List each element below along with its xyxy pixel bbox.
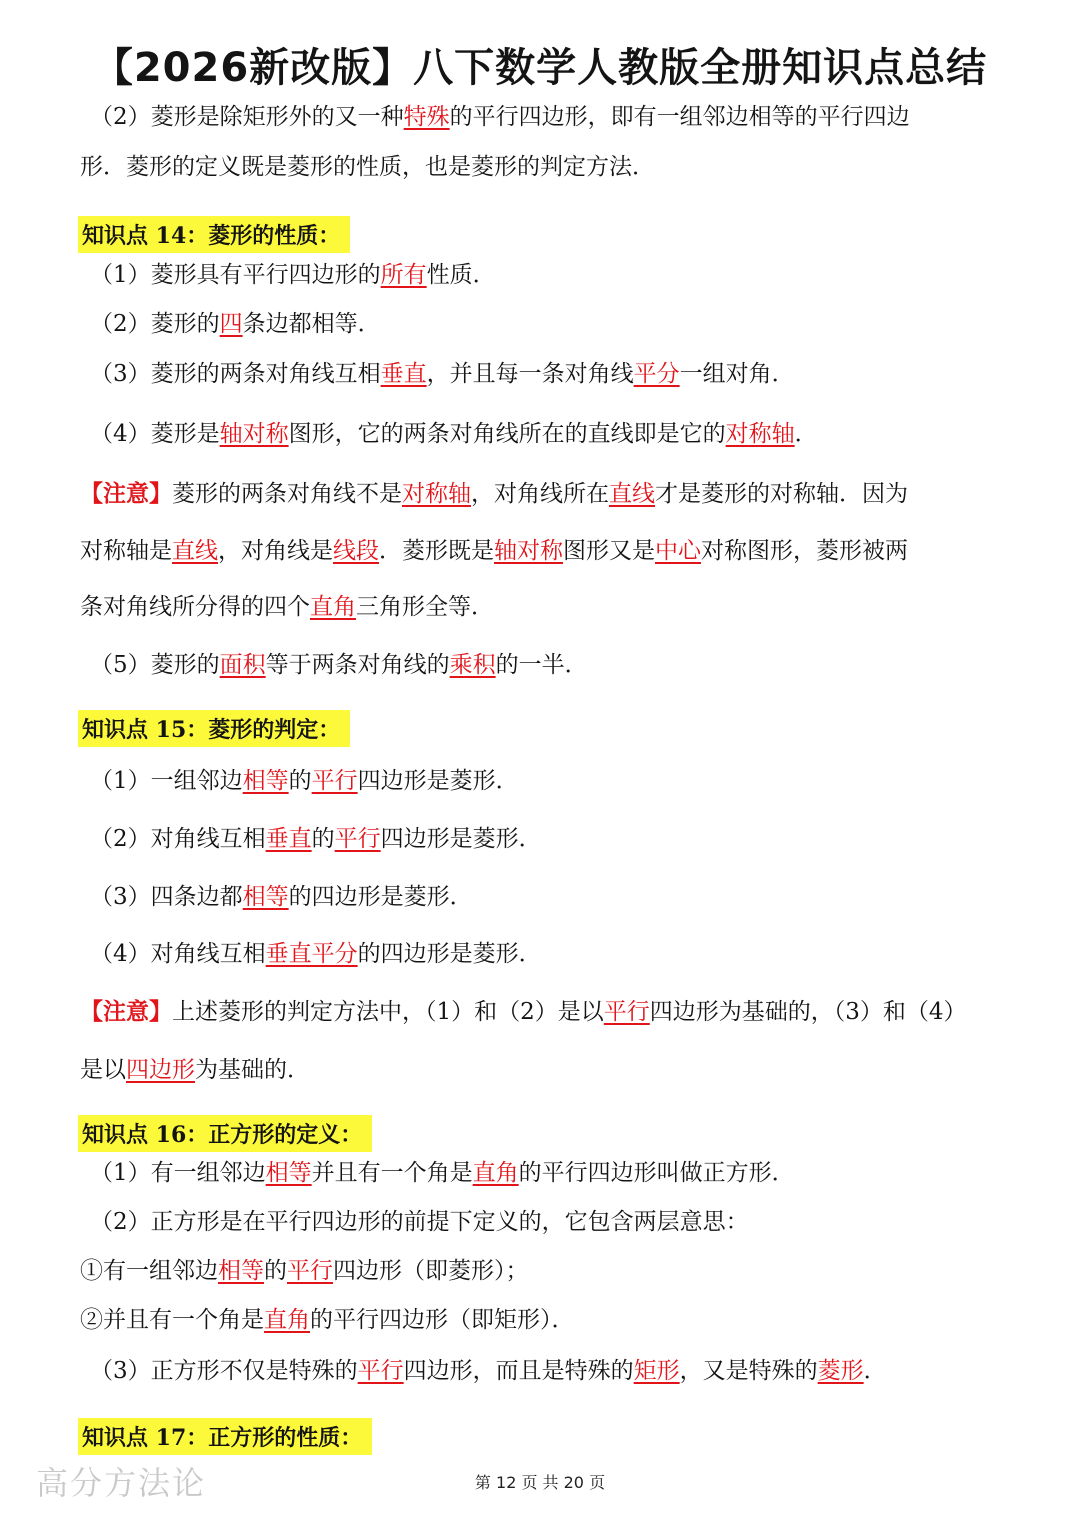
text-segment: 对称轴是: [80, 538, 172, 564]
key-term: 直线: [172, 538, 218, 564]
text-segment: （2）对角线互相: [90, 826, 266, 852]
text-segment: ，对角线是: [218, 538, 333, 564]
text-segment: ，并且每一条对角线: [426, 361, 634, 387]
key-term: 轴对称: [494, 538, 563, 564]
text-segment: 并且有一个角是: [311, 1160, 473, 1186]
text-segment: 一组对角．: [679, 361, 795, 387]
text-segment: ，对角线所在: [471, 481, 609, 507]
text-segment: 的平行四边形叫做正方形．: [518, 1160, 795, 1186]
text-segment: （1）菱形具有平行四边形的: [90, 262, 381, 288]
key-term: 特殊: [403, 104, 450, 130]
key-term: 线段: [333, 538, 379, 564]
key-term: 平行: [334, 826, 381, 852]
note-label: 【注意】: [80, 998, 172, 1025]
key-term: 所有: [380, 262, 427, 288]
page-title: 【2026新改版】八下数学人教版全册知识点总结: [92, 45, 988, 91]
key-term: 平行: [603, 999, 650, 1025]
key-term: 直角: [472, 1160, 519, 1186]
text-segment: 等于两条对角线的: [265, 652, 450, 678]
key-term: 垂直: [265, 826, 312, 852]
text-segment: （2）正方形是在平行四边形的前提下定义的，它包含两层意思：: [90, 1209, 749, 1235]
text-line: [90, 311, 381, 339]
text-line: [90, 1160, 795, 1188]
text-line: [90, 768, 519, 796]
section-heading: [78, 1418, 372, 1455]
text-segment: 的一半．: [495, 652, 588, 678]
text-line: [80, 538, 908, 566]
text-line: [80, 480, 908, 509]
text-segment: 才是菱形的对称轴．因为: [655, 481, 908, 507]
text-segment: 图形又是: [563, 538, 655, 564]
key-term: 中心: [655, 538, 701, 564]
text-segment: （3）四条边都: [90, 884, 243, 910]
text-line: [80, 1057, 310, 1085]
text-segment: 形．菱形的定义既是菱形的性质，也是菱形的判定方法．: [80, 154, 655, 180]
text-segment: ．: [863, 1358, 887, 1384]
text-segment: 的: [311, 826, 335, 852]
text-segment: 为基础的．: [195, 1057, 310, 1083]
text-line: [90, 262, 496, 290]
text-segment: 知识点 15：菱形的判定：: [82, 717, 341, 743]
text-line: [90, 1358, 887, 1386]
key-term: 矩形: [633, 1358, 680, 1384]
text-segment: 菱形的两条对角线不是: [172, 481, 402, 507]
section-heading: [78, 1115, 372, 1152]
key-term: 面积: [219, 652, 266, 678]
text-segment: ①有一组邻边: [80, 1258, 218, 1284]
text-segment: （1）有一组邻边: [90, 1160, 266, 1186]
text-segment: 上述菱形的判定方法中，（1）和（2）是以: [172, 999, 604, 1025]
text-segment: 知识点 14：菱形的性质：: [82, 223, 341, 249]
text-segment: 的: [288, 768, 312, 794]
text-segment: （2）菱形是除矩形外的又一种: [90, 104, 404, 130]
text-segment: 四边形（即菱形）；: [333, 1258, 529, 1284]
text-line: [90, 421, 818, 449]
key-term: 平行: [287, 1258, 333, 1284]
text-segment: （1）一组邻边: [90, 768, 243, 794]
watermark: 高分方法论: [36, 1464, 207, 1502]
section-heading: [78, 710, 350, 747]
text-segment: 的四边形是菱形．: [357, 941, 542, 967]
text-line: [90, 1209, 749, 1237]
key-term: 直角: [264, 1307, 310, 1333]
text-segment: 性质．: [426, 262, 496, 288]
text-line: [90, 361, 795, 389]
text-segment: ②并且有一个角是: [80, 1307, 264, 1333]
key-term: 相等: [218, 1258, 264, 1284]
text-segment: ．: [794, 421, 818, 447]
text-line: [80, 1258, 529, 1286]
text-segment: （3）正方形不仅是特殊的: [90, 1358, 358, 1384]
text-line: [80, 1307, 575, 1335]
text-segment: （4）对角线互相: [90, 941, 266, 967]
text-line: [90, 652, 588, 680]
text-segment: 知识点 17：正方形的性质：: [82, 1425, 363, 1451]
text-segment: 四边形是菱形．: [380, 826, 542, 852]
text-line: [90, 941, 542, 969]
key-term: 直角: [310, 594, 356, 620]
text-segment: 图形，它的两条对角线所在的直线即是它的: [288, 421, 726, 447]
text-segment: 的: [264, 1258, 287, 1284]
text-segment: 的平行四边形，即有一组邻边相等的平行四边: [449, 104, 910, 130]
key-term: 对称轴: [402, 481, 471, 507]
text-segment: 是以: [80, 1057, 126, 1083]
text-segment: 的四边形是菱形．: [288, 884, 473, 910]
text-line: [80, 594, 494, 622]
key-term: 相等: [242, 884, 289, 910]
text-segment: 三角形全等．: [356, 594, 494, 620]
key-term: 轴对称: [219, 421, 289, 447]
text-segment: 对称图形，菱形被两: [701, 538, 908, 564]
text-segment: 四边形是菱形．: [357, 768, 519, 794]
key-term: 相等: [265, 1160, 312, 1186]
key-term: 相等: [242, 768, 289, 794]
note-label: 【注意】: [80, 480, 172, 507]
text-segment: （3）菱形的两条对角线互相: [90, 361, 381, 387]
key-term: 菱形: [817, 1358, 864, 1384]
text-line: [80, 154, 655, 182]
key-term: 平行: [311, 768, 358, 794]
text-segment: （5）菱形的: [90, 652, 220, 678]
key-term: 乘积: [449, 652, 496, 678]
text-line: [80, 998, 967, 1027]
key-term: 四边形: [126, 1057, 195, 1083]
key-term: 垂直: [380, 361, 427, 387]
text-segment: 条边都相等．: [242, 311, 381, 337]
key-term: 垂直平分: [265, 941, 358, 967]
text-segment: ，又是特殊的: [679, 1358, 818, 1384]
key-term: 平分: [633, 361, 680, 387]
text-segment: 四边形，而且是特殊的: [403, 1358, 634, 1384]
text-segment: 的平行四边形（即矩形）．: [310, 1307, 575, 1333]
text-segment: 四边形为基础的，（3）和（4）: [649, 999, 967, 1025]
key-term: 对称轴: [725, 421, 795, 447]
text-line: [90, 104, 910, 132]
page-number: 第 12 页 共 20 页: [474, 1473, 606, 1492]
section-heading: [78, 216, 350, 253]
key-term: 平行: [357, 1358, 404, 1384]
text-segment: 条对角线所分得的四个: [80, 594, 310, 620]
key-term: 四: [219, 311, 243, 337]
text-segment: ．菱形既是: [379, 538, 494, 564]
text-segment: （2）菱形的: [90, 311, 220, 337]
text-line: [90, 884, 473, 912]
text-segment: 知识点 16：正方形的定义：: [82, 1122, 363, 1148]
text-segment: （4）菱形是: [90, 421, 220, 447]
key-term: 直线: [609, 481, 655, 507]
text-line: [90, 826, 542, 854]
